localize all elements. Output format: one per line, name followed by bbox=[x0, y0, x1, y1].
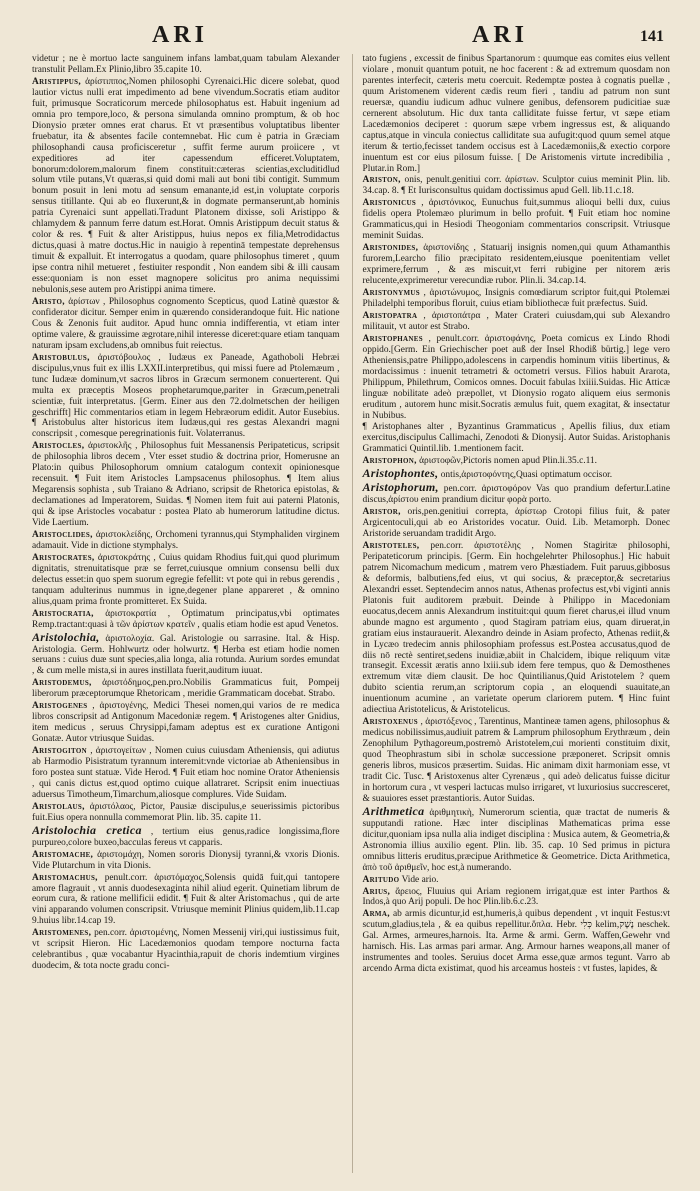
dictionary-entry bbox=[363, 311, 671, 333]
dictionary-entry bbox=[32, 553, 340, 608]
entry-text: tato fugiens , excessit de finibus Spartanorum : quumque eas comites eius vellent violare , monuit quantum potuit, ne hoc facerent : & ad extremum quosdam non parentes interfecit, cæteris metu coercuit. Redemptæ postea à cognatis puellæ , quum Aristomenem viderent cædis reum fieri , tandiu ad patrum non sunt reuersæ, quandiu iudicum adhuc vulnere genibus, defensorem pudicitiae suæ cernerent absolutum. Hic dux tanta calliditate fuisse fertur, vt sæpe etiam Lacedæmonios deciperet : quorum sæpe vrbem ingressus est, & aliquando captus,atque in vincula coniectus calliditate sua aufugit:quod quum semel atque iterum & tertio,fecisset tandem occisus est à Lacedæmoniis,& exectio corpore inuentum est cor eius pilosum fuisse. [ De Aristomenis virtute incredibilia , Plutar.in Rom.] bbox=[362, 54, 670, 174]
entry-text: ἀριθμητικὴ, Numerorum scientia, quæ tractat de numeris & supputandi ratione. Hæc inter disciplinas Mathematicas prima esse dicitur,quoniam ipsa nulla alia indiget disciplina : Musica autem, & Geometria,& Astronomia illius auxilio egent. Plin. lib. 35. cap. 10 Sed primus in pictura omnibus litteris eruditus,præcipue Arithmetice & Geometrice. Dicta Arithmetica, ἀπὸ τοῦ ἀριθμεῖν, hoc est,à numerando. bbox=[362, 807, 670, 873]
entry-text: , penult.corr. ἀριστοφάνης, Poeta comicus ex Lindo Rhodi oppido.[Germ. Ein Griechischer poet auß der Insel Rhodiß bürtig.] lege vero Atheniensis,patre Philippo,adolescens in carpendis hominum vitiis libertinus, & mordacissimus : inuenit tetrametri & octometri versus. Filios habuit Ararota, Philippum, Philethrum, Comicos omnes. Docuit fabulas lxiiii.Suidas. Hic Atticæ linguæ nobilitate adeò præpollet, vt Dionysio rogato aliquem eius sermonis eruditum , autorem hunc misit.Socratis æmulus fuit, quem exagitat, & insectatur in Nubibus. bbox=[362, 333, 670, 421]
dictionary-entry bbox=[32, 54, 340, 76]
entry-headword: Aristophon, bbox=[362, 456, 417, 467]
page-number: 141 bbox=[640, 28, 664, 45]
dictionary-entry bbox=[32, 678, 340, 700]
dictionary-entry bbox=[32, 850, 340, 872]
entry-headword: Aristonides, bbox=[362, 243, 419, 254]
dictionary-entry bbox=[363, 887, 671, 909]
entry-headword: Aristophorum, bbox=[362, 480, 439, 495]
dictionary-entry bbox=[32, 609, 340, 631]
entry-text: , ἀριστογείτων , Nomen cuius cuiusdam Atheniensis, qui adiutus ab Harmodio Pisistratum tyrannum interemit:vnde victoriae ab Atheniensibus in foro postea sunt statuæ. Vide Herod. ¶ Fuit etiam hoc nomine Orator Atheniensis , qui canis dictus est,quod optimo cuique allatraret. Scripsit enim inuectiuas aduersus Timotheum,Timarchum,aliosque complures. Vide Suidam. bbox=[32, 746, 340, 800]
dictionary-entry bbox=[32, 873, 340, 928]
entry-headword: Aristoxenus bbox=[362, 717, 418, 728]
entry-headword: Aristocrates, bbox=[32, 552, 95, 563]
entry-headword: Aristodemus, bbox=[32, 678, 92, 689]
entry-text: , ἀριστογένης, Medici Thesei nomen,qui varios de re medica libros conscripsit ad Antigonum Macedoniæ regem. ¶ Aristogenes alter Gnidius, item medicus , seruus Chrysippi,famam adeptus est ex curatione Antigoni Gonatæ. Autor vtriusque Suidas. bbox=[32, 701, 340, 745]
entry-headword: Aristomachus, bbox=[32, 872, 98, 883]
entry-headword: Aristobulus, bbox=[32, 352, 90, 363]
entry-text: pen.corr. ἀριστοτέλης , Nomen Stagiritæ philosophi, Peripateticorum principis. [Germ. Ein hochgelehrter Philosophus.] Hic habuit patrem Nicomachum medicum , matrem vero Phæstiadem. Fuit paruus,gibbosus & deformis, balbutiens,fed eius, vt qui socius, & præceptor,& secretarius Alexandri esset. Septendecim annos natus, Athenas profectus est,vbi viginti annis Platonis fuit auditorem præbuit. Deinde à Philippo in Macedoniam euocatus,decem annis Alexandrum instituit:qui quum fieret charus,ei illud vnum abunde magno est argumento , quod Stagiram patriam eius, quam diruerat,in gratiam eius instaurauerit. Alexandro deinde in Asiam profecto, Athenas rediit,& in Lycæo tredecim annis philosophiam professus est.Postea accusatus,quod de diis nō rectè sentiret,sedens inuidiæ,abiit in Chalcidem, ibique reliquum vitæ transegit. Excessit æratis anno lxiii.sub idem fere tempus, quo & Demosthenes extremum vitæ diem clausit. De hoc Quintilianus,Quid Aristotelem ? quem dubito scientia rerum,an scriptorum copia , an eloquendi suauitate,an inuentionum acumine , an varietate operum clariorem putem. ¶ Hinc fuint adiectiua Aristotelicus, & Aristotelicus. bbox=[362, 540, 670, 716]
dictionary-entry bbox=[363, 482, 671, 506]
entry-text: ἀριστοκρατία , Optimatum principatus,vbi optimates Remp.tractant:quasi à τῶν ἀρίστων κρατεῖν , qualis etiam hodie est apud Venetos. bbox=[32, 608, 340, 630]
entry-text: ἀρίστιππος,Nomen philosophi Cyrenaici.Hic dicere solebat, quod lautior victus nulli erat impedimento ad bene vivendum.Socratis etiam auditor fuit, primusque Socraticorum mercede philosophatus est. Habuit ingenium ad omnia pro tempore,loco, & persona simulanda omnino promptum, & ob hoc Dionysio præter omnes erat charus. Et vt præsentibus voluptatibus libenter fruebatur, ita & absentes facile contemnebat. Hic cum è patria in Græciam philosophandi causa proficisceretur , suffit ferme aurum proiicere , vt expeditiores ad iter capessendum efficeret.Voluptatem, bonorum:dolorem,malorum finem constituit:cæteras scientias,excluditidlud solum vtile putans,Vt quæras,si quid domi mali aut boni tibi contigit. Summum bonum posuit in leni motu ad sensum emanante,id est,in voluptate corporis sensus titillante. Qui ab eo fluxerunt,& in dogmate permanserunt,ab hominis patria Cyrenaici sunt appellati.Tradunt Platonem dixisse, soli Aristippo & chlamydem & pannum ferre datum est.Horat. Omnis Aristippum decuit status & color & res. ¶ Fuit & alter Aristippus, huius nepos ex filia,Metrodidactus dictus,quasi à matre doctus.Hic in nauigio à repentinā tempestate deprehensus timuit & expalluit. Et interrogatus a quodam, quare philosophus timeret , quum ipse contra nihil metueret , festiuiter respondit , Non eandem sibi & illi causam esse:quoniam is non esset magnopere solicitus pro anima nequissimi nebulonis,sese autem pro Aristippi anima timere. bbox=[32, 76, 340, 296]
dictionary-entry bbox=[363, 422, 671, 455]
dictionary-entry bbox=[32, 928, 340, 972]
entry-headword: Aristomache, bbox=[32, 849, 94, 860]
dictionary-entry bbox=[32, 802, 340, 824]
dictionary-entry bbox=[32, 746, 340, 801]
dictionary-entry bbox=[363, 909, 671, 975]
dictionary-entry bbox=[363, 198, 671, 242]
dictionary-entry bbox=[32, 530, 340, 552]
dictionary-entry bbox=[32, 441, 340, 529]
entry-text: , ἀριστόνικος, Eunuchus fuit,summus alioqui belli dux, cuius fidelis opera Ptolemæo plurimum in bello profuit. ¶ Fuit etiam hoc nomine Grammaticus,qui in Hesiodi Theogoniam commentarios conscripsit. Vtriusque meminit Suidas. bbox=[362, 198, 670, 242]
entry-headword: Aristophontes, bbox=[362, 466, 439, 481]
entry-headword: Aristogenes bbox=[32, 701, 88, 712]
entry-text: ἀρίστων , Philosophus cognomento Scepticus, quod Latinè quæstor & confiderator dicitur. Semper enim in quærendo considerandoque fuit. Hic natione Cous & Zenonis fuit auditor. Apud hunc omnia indifferentia, vt etiam inter optime valere, & grauissime ægrotare,nihil interesse diceret:quare etiam tanquam naturam ipsam excludens,ab omnibus fuit reiectus. bbox=[32, 296, 340, 351]
column-left bbox=[32, 54, 340, 1173]
entry-text: ἀριστόδημος,pen.pro.Nobilis Grammaticus fuit, Pompeij liberorum præceptorumque Rhetoricam , meridie Grammaticam docebat. Strabo. bbox=[32, 678, 340, 700]
dictionary-entry bbox=[363, 541, 671, 716]
text-columns bbox=[32, 54, 670, 1173]
entry-headword: Aristopatra bbox=[362, 310, 418, 321]
entry-headword: Arius, bbox=[362, 886, 391, 897]
entry-headword: Aristocratia, bbox=[32, 608, 94, 619]
entry-text: , ἀριστόξενος , Tarentinus, Mantineæ tamen agens, philosophus & medicus nobilissimus,audiuit patrem & Lamprum philosophum Erythræum , dein Zenophilum Pythagoreum,postremò Aristotelem,cui morienti constituim dixit, quod Theophrastum sibi in scholæ successione præponeret. Scripsit omnis generis libros, musicos præsertim. Suidas. Hic animam dixit harmoniam esse, vt tradit Cic. Tusc. ¶ Aristoxenus alter Cyrenæus , qui adeò delicatus fuisse dicitur in hortorum cura , vt vesperi lactucas mulso irrigaret, vt luxuriosius succresceret, & suauiores esset præstantioris. Autor Suidas. bbox=[362, 717, 670, 804]
entry-headword: Aristogiton bbox=[32, 746, 87, 757]
entry-text: pen.corr. ἀριστομένης, Nomen Messenij viri,qui iustissimus fuit, vt scripsit Hieron. Hic Lacedæmonios quodam tempore nocturna facta celebrantibus , quæ vocabantur Hyacinthia,rapuit de choris indemtium virgines duodecim, & tota nocte gradu conci- bbox=[32, 928, 340, 972]
entry-headword: Aristoclides, bbox=[32, 529, 93, 540]
entry-text: ἄρειος, Fluuius qui Ariam regionem irrigat,quæ est inter Parthos & Indos,à quo Arij populi. De hoc Plin.lib.6.c.23. bbox=[362, 886, 670, 908]
dictionary-entry bbox=[363, 288, 671, 310]
entry-headword: Aristoteles, bbox=[362, 540, 420, 551]
entry-text: ἀριστοκράτης , Cuius quidam Rhodius fuit,qui quod plurimum dignitatis, strenuitatisque præ se ferret,cuiusque omnium consensu belli dux delectus esset:in quo spem suorum egregie fefellit: vt pote qui in rebus gerendis , tanquam adulterinus nummus in igne,degener plane appareret , & omnino alius,quam prima fronte promitteret. Ex Suida. bbox=[32, 552, 340, 607]
entry-text: ἀριστοφῶν,Pictoris nomen apud Plin.li.35.c.11. bbox=[419, 456, 597, 467]
dictionary-entry bbox=[32, 77, 340, 296]
dictionary-entry bbox=[363, 243, 671, 287]
dictionary-entry bbox=[363, 507, 671, 540]
entry-headword: Aristolaus, bbox=[32, 801, 85, 812]
entry-text: ab armis dicuntur,id est,humeris,à quibus dependent , vt inquit Festus:vt scutum,gladius,tela , & ea quibus repellitur.ὅπλα. Hebr. כְּלִי kelim,נֶשֶׁק neschek. Gal. Armes, armeures,harnois. Ita. Arme & armi. Germ. Waffen,Gewehr vnd harnisch. His. Las armas pari armar. Ang. Armour harnes weapons,all maner of instrumentes and tooles. Seruius docet Arma esse,quæ armos tegunt. Varro ab arcendo Arma dicta existimat, quod his arceamus hosteis : vt fustes, lapides, & bbox=[362, 909, 670, 975]
entry-text: ἀριστολοχία. Gal. Aristologie ou sarrasine. Ital. & Hisp. Aristologia. Germ. Hohlwurtz oder holwurtz. ¶ Herba est etiam hodie nomen seruans : cuius duæ sunt species,alia longa, alia rotunda. Aurium sordes emundat , & cum melle mista,si in aures instillata fuerit,auditum iuuat. bbox=[32, 633, 340, 677]
entry-headword: Aristo, bbox=[32, 296, 65, 307]
entry-text: ἀριστονίδης , Statuarij insignis nomen,qui quum Athamanthis furorem,Learcho filio præcipitato residentem,eiusque poenitentiam vellet exprimere,ferrum , & æs miscuit,vt ferri rubigine per nitorem æris relucente,exprimeretur verecundiæ rubor. Plin.li. 34.cap.14. bbox=[362, 243, 670, 287]
entry-headword: Aristomenes, bbox=[32, 928, 92, 939]
entry-text: , ἀριστώνυμος, Insignis comœdiarum scriptor fuit,qui Ptolemæi Philadelphi temporibus floruit, cuius etiam bibliothecæ fuit præfectus. Suid. bbox=[362, 288, 670, 309]
running-head-right: ARI bbox=[472, 22, 529, 48]
entry-headword: Aristonymus bbox=[362, 288, 420, 299]
entry-text: Vide ario. bbox=[401, 874, 439, 885]
dictionary-entry bbox=[363, 875, 671, 886]
entry-text: pen.corr. ἀριστοφόρον Vas quo prandium defertur.Latine discus,ἀρίστου enim prandium dicitur φορὰ porto. bbox=[362, 484, 670, 506]
entry-headword: Aristonicus bbox=[362, 198, 417, 209]
entry-text: onis, penult.genitiui corr. ἀρίστων. Sculptor cuius meminit Plin. lib. 34.cap. 8. ¶ Et Iurisconsultus quidam doctissimus apud Gell. lib.11.c.18. bbox=[362, 175, 670, 197]
dictionary-entry bbox=[32, 629, 340, 678]
dictionary-entry bbox=[32, 701, 340, 745]
dictionary-entry bbox=[363, 717, 671, 805]
entry-headword: Aritudo bbox=[362, 874, 400, 885]
dictionary-entry bbox=[32, 353, 340, 441]
entry-text: oris,pen.genitiui correpta, ἀρίστωρ Crotopi filius fuit, & pater Argicentoculi,qui ab eo Aristorides vocatur. Ouid. Lib. Metamorph. Donec Aristoride seruandam tradidit Argo. bbox=[362, 507, 670, 540]
entry-text: ἀριστόβουλος , Iudæus ex Paneade, Agathoboli Hebræi discipulus,vnus fuit ex illis LXXII.interpretibus, qui missi fuere ad Ptolemæum , tunc Iudææ dominum,vt sacros libros in Græcum sermonem conuerterent. Qui multa ex præceptis Moseos prophetarumque,pariter in Græcum,penetrali scientiæ, fuit interpretatus. [Germ. Einer aus den 72.dolmetschen der heiligen geschrifft] Hic commentarios etiam in legem Hebræorum edidit. Autor Eusebius. ¶ Aristobulus alter historicus item Iudæus,qui res gestas Alexandri magni conscripsit , comesque peregrinationis fuit. Volaterranus. bbox=[32, 352, 340, 440]
entry-headword: Aristophanes bbox=[362, 333, 423, 344]
dictionary-entry bbox=[32, 297, 340, 352]
entry-headword: Aristocles, bbox=[32, 441, 85, 452]
dictionary-entry bbox=[363, 334, 671, 422]
entry-text: videtur ; ne è mortuo lacte sanguinem infans lambat,quam tabulam Alexander transtulit Pellam.Ex Plinio,libro 35.capite 10. bbox=[32, 54, 340, 75]
dictionary-entry bbox=[32, 822, 340, 849]
entry-headword: Aristippus, bbox=[32, 76, 81, 87]
entry-text: , tertium eius genus,radice longissima,flore purpureo,colore buxeo,bacculas fereus vt capparis. bbox=[32, 826, 340, 848]
entry-headword: Ariston, bbox=[362, 175, 401, 186]
page-header bbox=[32, 0, 670, 50]
entry-text: penult.corr. ἀριστόμαχος,Solensis quidā fuit,qui tantopere amore flagrauit , vt annis duodesexaginta nihil aliud egerit. Quinetiam librum de eorum cura, & ratione mellificii edidit. ¶ Fuit & alter Aristomachus , qui de arte vini apparando volumen conscripsit. Vtriusque meminit Plinius quidem,lib.11.cap 9.huius libr.14.cap 19. bbox=[32, 872, 340, 927]
entry-headword: Arithmetica bbox=[362, 803, 425, 818]
running-head-left: ARI bbox=[152, 22, 209, 48]
dictionary-entry bbox=[362, 803, 671, 874]
dictionary-entry bbox=[363, 54, 671, 174]
entry-headword: Aristolochia, bbox=[32, 629, 100, 644]
entry-text: ἀριστοκλῆς , Philosophus fuit Messanensis Peripateticus, scripsit de philosophia libros decem , Vter esset studio & doctrina prior, Homerusne an Plato:in quibus Philosophorum omnium catalogum contexit opinionesque recensuit. ¶ Fuit item Aristocles Lampsacenus philosophus. ¶ Item alius Megarensis sophista , sub Traiano & Adriano, scripsit de Rhetorica epistolas, & declamationes ad Imperatorem, Suidas. ¶ Nomen item fuit aui paterni Platonis, qui & ipse Aristocles vocabatur : postea Plato ab humerorum latitudine dictus. Vide Laertium. bbox=[32, 441, 340, 529]
entry-text: ontis,ἀριστοφόντης,Quasi optimatum occisor. bbox=[440, 470, 613, 481]
column-right bbox=[352, 54, 671, 1173]
entry-text: ¶ Aristophanes alter , Byzantinus Grammaticus , Apellis filius, dux etiam exercitus,discipulus Callimachi, Zenodoti & Dionysij. Autor Suidas. Aristophanis Grammatici Quintil.lib. 1.mentionem facit. bbox=[362, 422, 670, 455]
dictionary-entry bbox=[363, 175, 671, 197]
entry-text: ἀριστομάχη, Nomen sororis Dionysij tyranni,& vxoris Dionis. Vide Plutarchum in vita Dionis. bbox=[32, 849, 340, 871]
entry-text: ἀριστόλαος, Pictor, Pausiæ discipulus,e seuerissimis pictoribus fuit.Eius opera nonnulla commemorat Plin. lib. 35. capite 11. bbox=[32, 801, 340, 823]
entry-text: ἀριστοκλείδης, Orchomeni tyrannus,qui Stymphaliden virginem adamauit. Vide in dictione stymphalys. bbox=[32, 529, 340, 551]
entry-headword: Arma, bbox=[362, 909, 390, 920]
entry-text: , ἀριστοπάτρα , Mater Crateri cuiusdam,qui sub Alexandro militauit, vt autor est Strabo. bbox=[362, 310, 670, 332]
entry-headword: Aristolochia cretica bbox=[32, 822, 142, 837]
entry-headword: Aristor, bbox=[362, 507, 401, 518]
